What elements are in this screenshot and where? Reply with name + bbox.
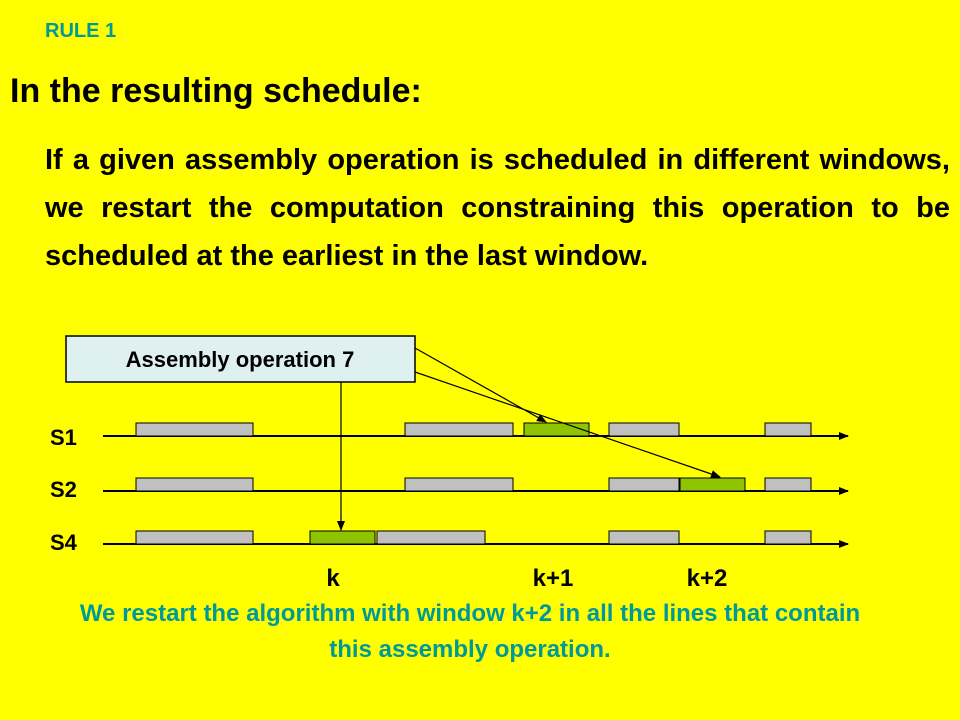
grey-block xyxy=(136,423,253,436)
green-block xyxy=(680,478,745,491)
line-label: S4 xyxy=(50,530,77,555)
slide-title: In the resulting schedule: xyxy=(10,72,422,110)
grey-block xyxy=(765,478,811,491)
grey-block xyxy=(765,531,811,544)
grey-block xyxy=(136,531,253,544)
green-block xyxy=(310,531,375,544)
schedule-line-s4 xyxy=(50,530,848,555)
schedule-line-s2 xyxy=(50,477,848,502)
window-label-k1: k+1 xyxy=(532,565,574,592)
window-label-k: k xyxy=(326,565,340,592)
grey-block xyxy=(405,478,513,491)
grey-block xyxy=(609,478,679,491)
line-label: S2 xyxy=(50,477,77,502)
schedule-line-s1 xyxy=(50,423,848,450)
grey-block xyxy=(377,531,485,544)
grey-block xyxy=(136,478,253,491)
line-label: S1 xyxy=(50,425,77,450)
green-block xyxy=(524,423,589,436)
window-label-k2: k+2 xyxy=(686,565,728,592)
conclusion-text: We restart the algorithm with window k+2 in all the lines that contain this assembly operation. xyxy=(79,600,861,663)
rule-label: RULE 1 xyxy=(45,20,117,42)
body-text: If a given assembly operation is scheduled in different windows, we restart the computation constraining this operation to be scheduled at the earliest in the last window. xyxy=(45,144,950,272)
grey-block xyxy=(609,423,679,436)
grey-block xyxy=(405,423,513,436)
callout xyxy=(66,336,415,382)
grey-block xyxy=(609,531,679,544)
grey-block xyxy=(765,423,811,436)
callout-label: Assembly operation 7 xyxy=(125,347,355,372)
